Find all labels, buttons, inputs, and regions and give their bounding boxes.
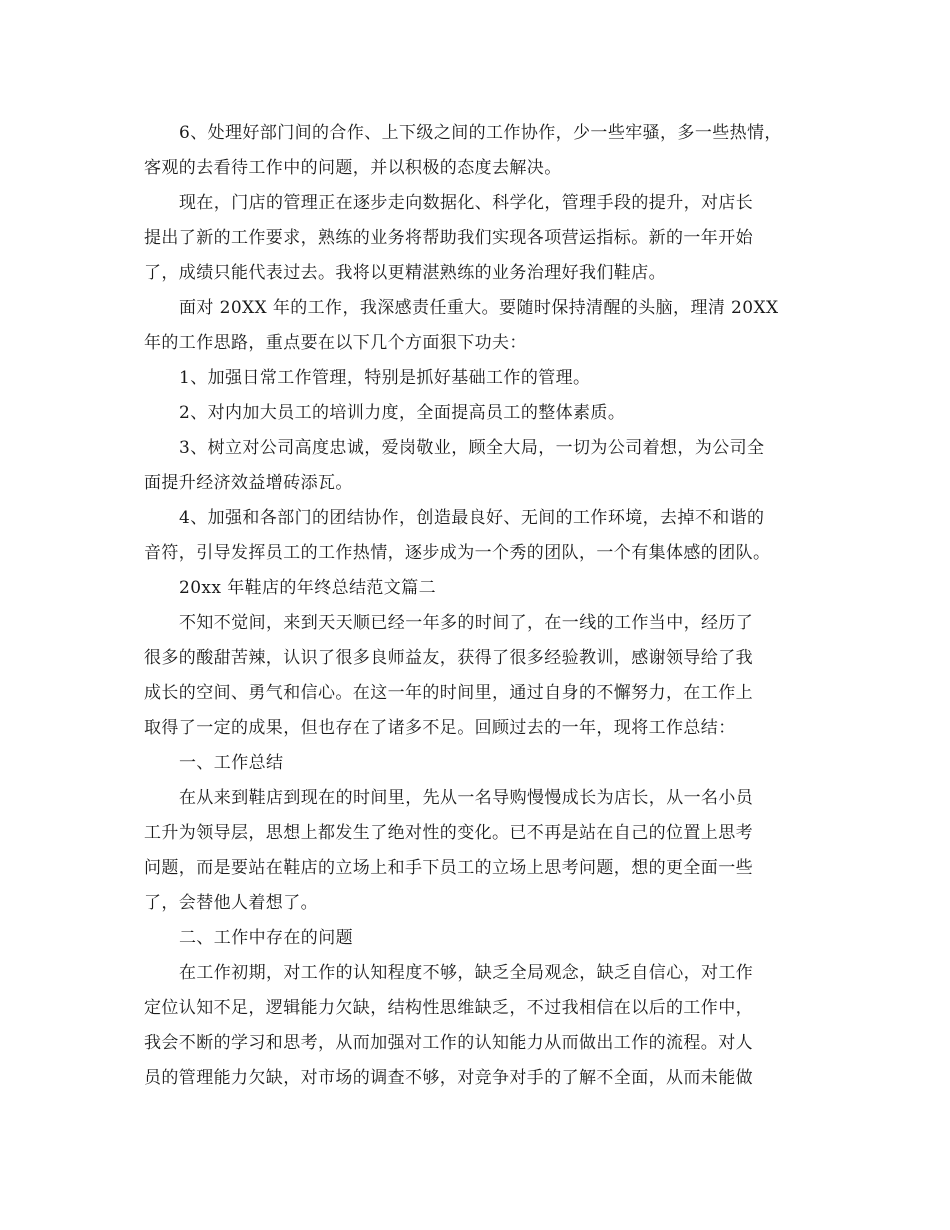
text-line: 问题，而是要站在鞋店的立场上和手下员工的立场上思考问题，想的更全面一些 [144,858,753,878]
text-line: 音符，引导发挥员工的工作热情，逐步成为一个秀的团队，一个有集体感的团队。 [144,543,771,563]
text-line: 客观的去看待工作中的问题，并以积极的态度去解决。 [144,158,562,178]
text-line: 20xx 年鞋店的年终总结范文篇二 [179,578,437,598]
text-line: 不知不觉间，来到天天顺已经一年多的时间了，在一线的工作当中，经历了 [179,613,754,633]
text-line: 在工作初期，对工作的认知程度不够，缺乏全局观念，缺乏自信心，对工作 [179,963,754,983]
text-line: 1、加强日常工作管理，特别是抓好基础工作的管理。 [179,368,591,388]
text-line: 面提升经济效益增砖添瓦。 [144,473,353,493]
text-line: 面对 20XX 年的工作，我深感责任重大。要随时保持清醒的头脑，理清 20XX [179,298,779,318]
text-line: 成长的空间、勇气和信心。在这一年的时间里，通过自身的不懈努力，在工作上 [144,683,753,703]
text-line: 员的管理能力欠缺，对市场的调查不够，对竞争对手的了解不全面，从而未能做 [144,1068,753,1088]
text-line: 了，成绩只能代表过去。我将以更精湛熟练的业务治理好我们鞋店。 [144,263,666,283]
text-line: 定位认知不足，逻辑能力欠缺，结构性思维缺乏，不过我相信在以后的工作中， [144,998,753,1018]
text-line: 年的工作思路，重点要在以下几个方面狠下功夫： [144,333,527,353]
text-line: 6、处理好部门间的合作、上下级之间的工作协作，少一些牢骚，多一些热情， [179,123,782,143]
text-line: 在从来到鞋店到现在的时间里，先从一名导购慢慢成长为店长，从一名小员 [179,788,754,808]
text-line: 取得了一定的成果，但也存在了诸多不足。回顾过去的一年，现将工作总结： [144,718,736,738]
text-line: 4、加强和各部门的团结协作，创造最良好、无间的工作环境，去掉不和谐的 [179,508,765,528]
text-line: 很多的酸甜苦辣，认识了很多良师益友，获得了很多经验教训，感谢领导给了我 [144,648,753,668]
text-line: 我会不断的学习和思考，从而加强对工作的认知能力从而做出工作的流程。对人 [144,1033,753,1053]
text-line: 2、对内加大员工的培训力度，全面提高员工的整体素质。 [179,403,626,423]
text-line: 二、工作中存在的问题 [179,928,353,948]
text-line: 了，会替他人着想了。 [144,893,318,913]
text-line: 3、树立对公司高度忠诚，爱岗敬业，顾全大局，一切为公司着想，为公司全 [179,438,765,458]
text-line: 一、工作总结 [179,753,284,773]
text-line: 现在，门店的管理正在逐步走向数据化、科学化，管理手段的提升，对店长 [179,193,754,213]
text-line: 工升为领导层，思想上都发生了绝对性的变化。已不再是站在自己的位置上思考 [144,823,753,843]
text-line: 提出了新的工作要求，熟练的业务将帮助我们实现各项营运指标。新的一年开始 [144,228,753,248]
document-body [144,116,808,1096]
